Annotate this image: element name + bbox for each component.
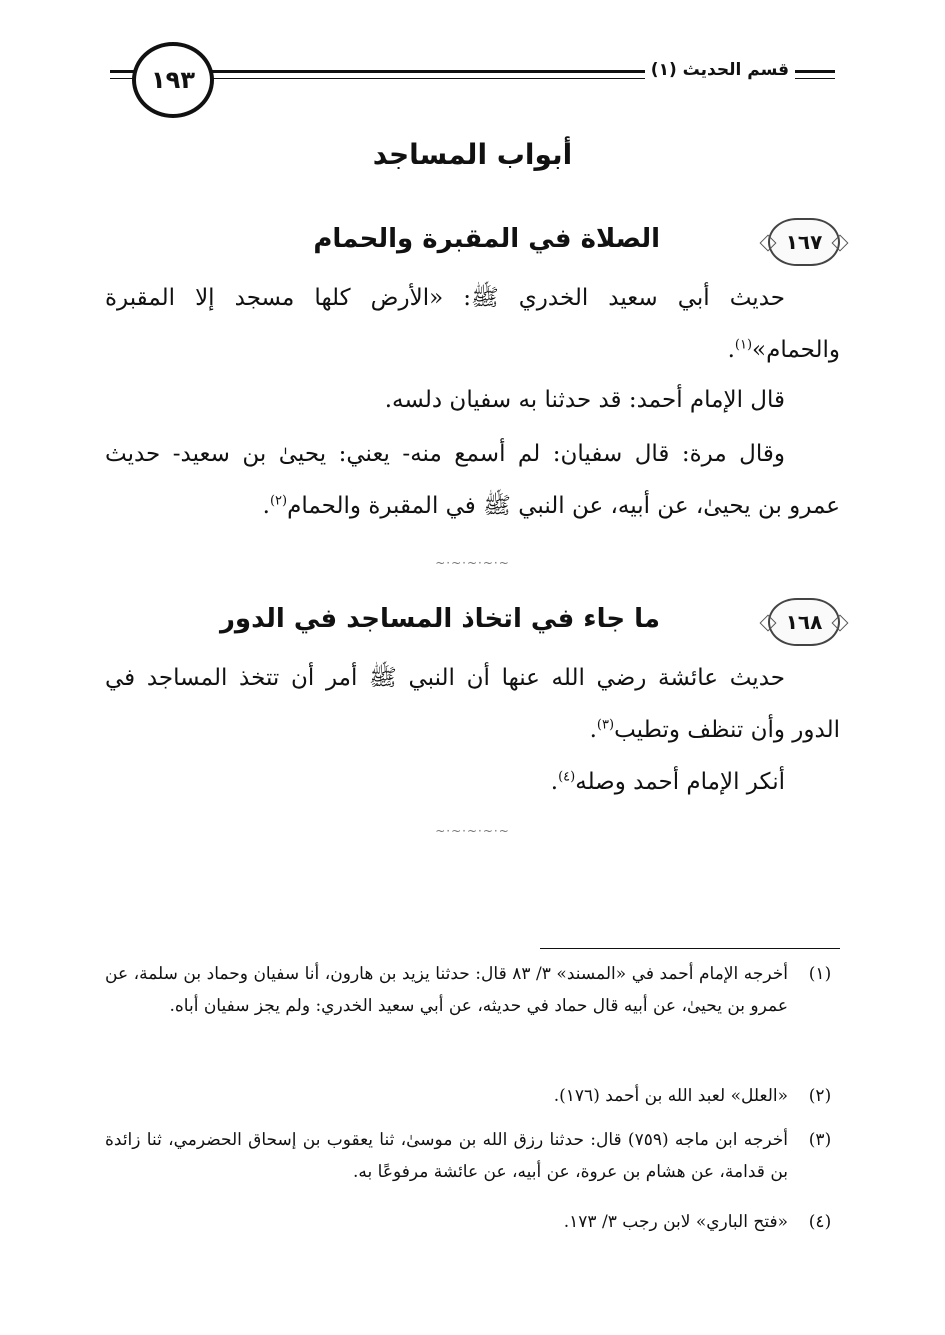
footnote-text: أخرجه الإمام أحمد في «المسند» ٣/ ٨٣ قال: حدثنا يزيد بن هارون، أنا سفيان وحماد بن سلمة، عن عمرو بن يحيىٰ، عن أبيه قال حماد في حديثه، عن أبي سعيد الخدري: ولم يجز سفيان أباه. bbox=[105, 964, 789, 1016]
section-divider-ornament: ~·~·~·~·~ bbox=[435, 824, 510, 838]
footnote-rule bbox=[540, 948, 840, 949]
footnote-ref[interactable]: (٢) bbox=[269, 493, 288, 509]
paragraph-text: حديث عائشة رضي الله عنها أن النبي ﷺ أمر أن تتخذ المساجد في الدور وأن تنظف وتطيب bbox=[105, 665, 840, 743]
footnote-ref[interactable]: (٤) bbox=[558, 769, 576, 785]
footnote-ref[interactable]: (٣) bbox=[596, 717, 615, 733]
footnote-number: (٣) bbox=[808, 1130, 832, 1150]
page-number: ١٩٣ bbox=[132, 42, 214, 118]
footnote-4 bbox=[105, 1206, 840, 1238]
footnote-2 bbox=[105, 1080, 840, 1112]
running-title: قسم الحديث (١) bbox=[645, 60, 795, 80]
hadith-text: حديث أبي سعيد الخدري ﷺ: «الأرض كلها مسجد إلا المقبرة والحمام»$^{(١)}$. bbox=[105, 285, 840, 363]
footnote-ref[interactable]: (١) bbox=[734, 337, 753, 353]
paragraph-text: حديث أبي سعيد الخدري ﷺ: «الأرض كلها مسجد إلا المقبرة والحمام» bbox=[105, 285, 840, 363]
paragraph-text: وقال مرة: قال سفيان: لم أسمع منه- يعني: يحيىٰ بن سعيد- حديث عمرو بن يحيىٰ، عن أبيه، عن النبي ﷺ في المقبرة والحمام bbox=[105, 441, 840, 519]
paragraph-text: قال الإمام أحمد: قد حدثنا به سفيان دلسه. bbox=[384, 387, 785, 413]
paragraph-text: أنكر الإمام أحمد وصله bbox=[575, 769, 785, 795]
footnote-text: أخرجه ابن ماجه (٧٥٩) قال: حدثنا رزق الله بن موسىٰ، ثنا يعقوب بن إسحاق الحضرمي، ثنا زائدة بن قدامة، عن هشام بن عروة، عن أبيه، عن عائشة مرفوعًا به. bbox=[105, 1130, 788, 1182]
footnote-number: (٤) bbox=[808, 1212, 832, 1232]
commentary-text: أنكر الإمام أحمد وصله$^{(٤)}$. bbox=[550, 769, 785, 795]
section-number-badge: ١٦٨ bbox=[768, 598, 840, 646]
footnote-number: (١) bbox=[808, 964, 832, 984]
section-number-badge: ١٦٧ bbox=[768, 218, 840, 266]
section-heading-168 bbox=[105, 598, 840, 648]
footnote-number: (٢) bbox=[808, 1086, 832, 1106]
hadith-text: حديث عائشة رضي الله عنها أن النبي ﷺ أمر أن تتخذ المساجد في الدور وأن تنظف وتطيب$^{(٣)}$. bbox=[105, 665, 840, 743]
section-divider-ornament: ~·~·~·~·~ bbox=[435, 556, 510, 570]
footnote-text: «فتح الباري» لابن رجب ٣/ ١٧٣. bbox=[563, 1212, 788, 1232]
footnote-3 bbox=[105, 1124, 840, 1188]
commentary-text: وقال مرة: قال سفيان: لم أسمع منه- يعني: يحيىٰ بن سعيد- حديث عمرو بن يحيىٰ، عن أبيه، عن النبي ﷺ في المقبرة والحمام$^{(٢)}$. bbox=[105, 441, 840, 519]
footnote-1 bbox=[105, 958, 840, 1022]
section-heading-167 bbox=[105, 218, 840, 268]
footnote-text: «العلل» لعبد الله بن أحمد (١٧٦). bbox=[553, 1086, 788, 1106]
commentary-text bbox=[105, 374, 840, 426]
chapter-title: أبواب المساجد bbox=[372, 138, 573, 171]
section-title: الصلاة في المقبرة والحمام bbox=[313, 224, 660, 254]
section-title: ما جاء في اتخاذ المساجد في الدور bbox=[219, 604, 660, 634]
